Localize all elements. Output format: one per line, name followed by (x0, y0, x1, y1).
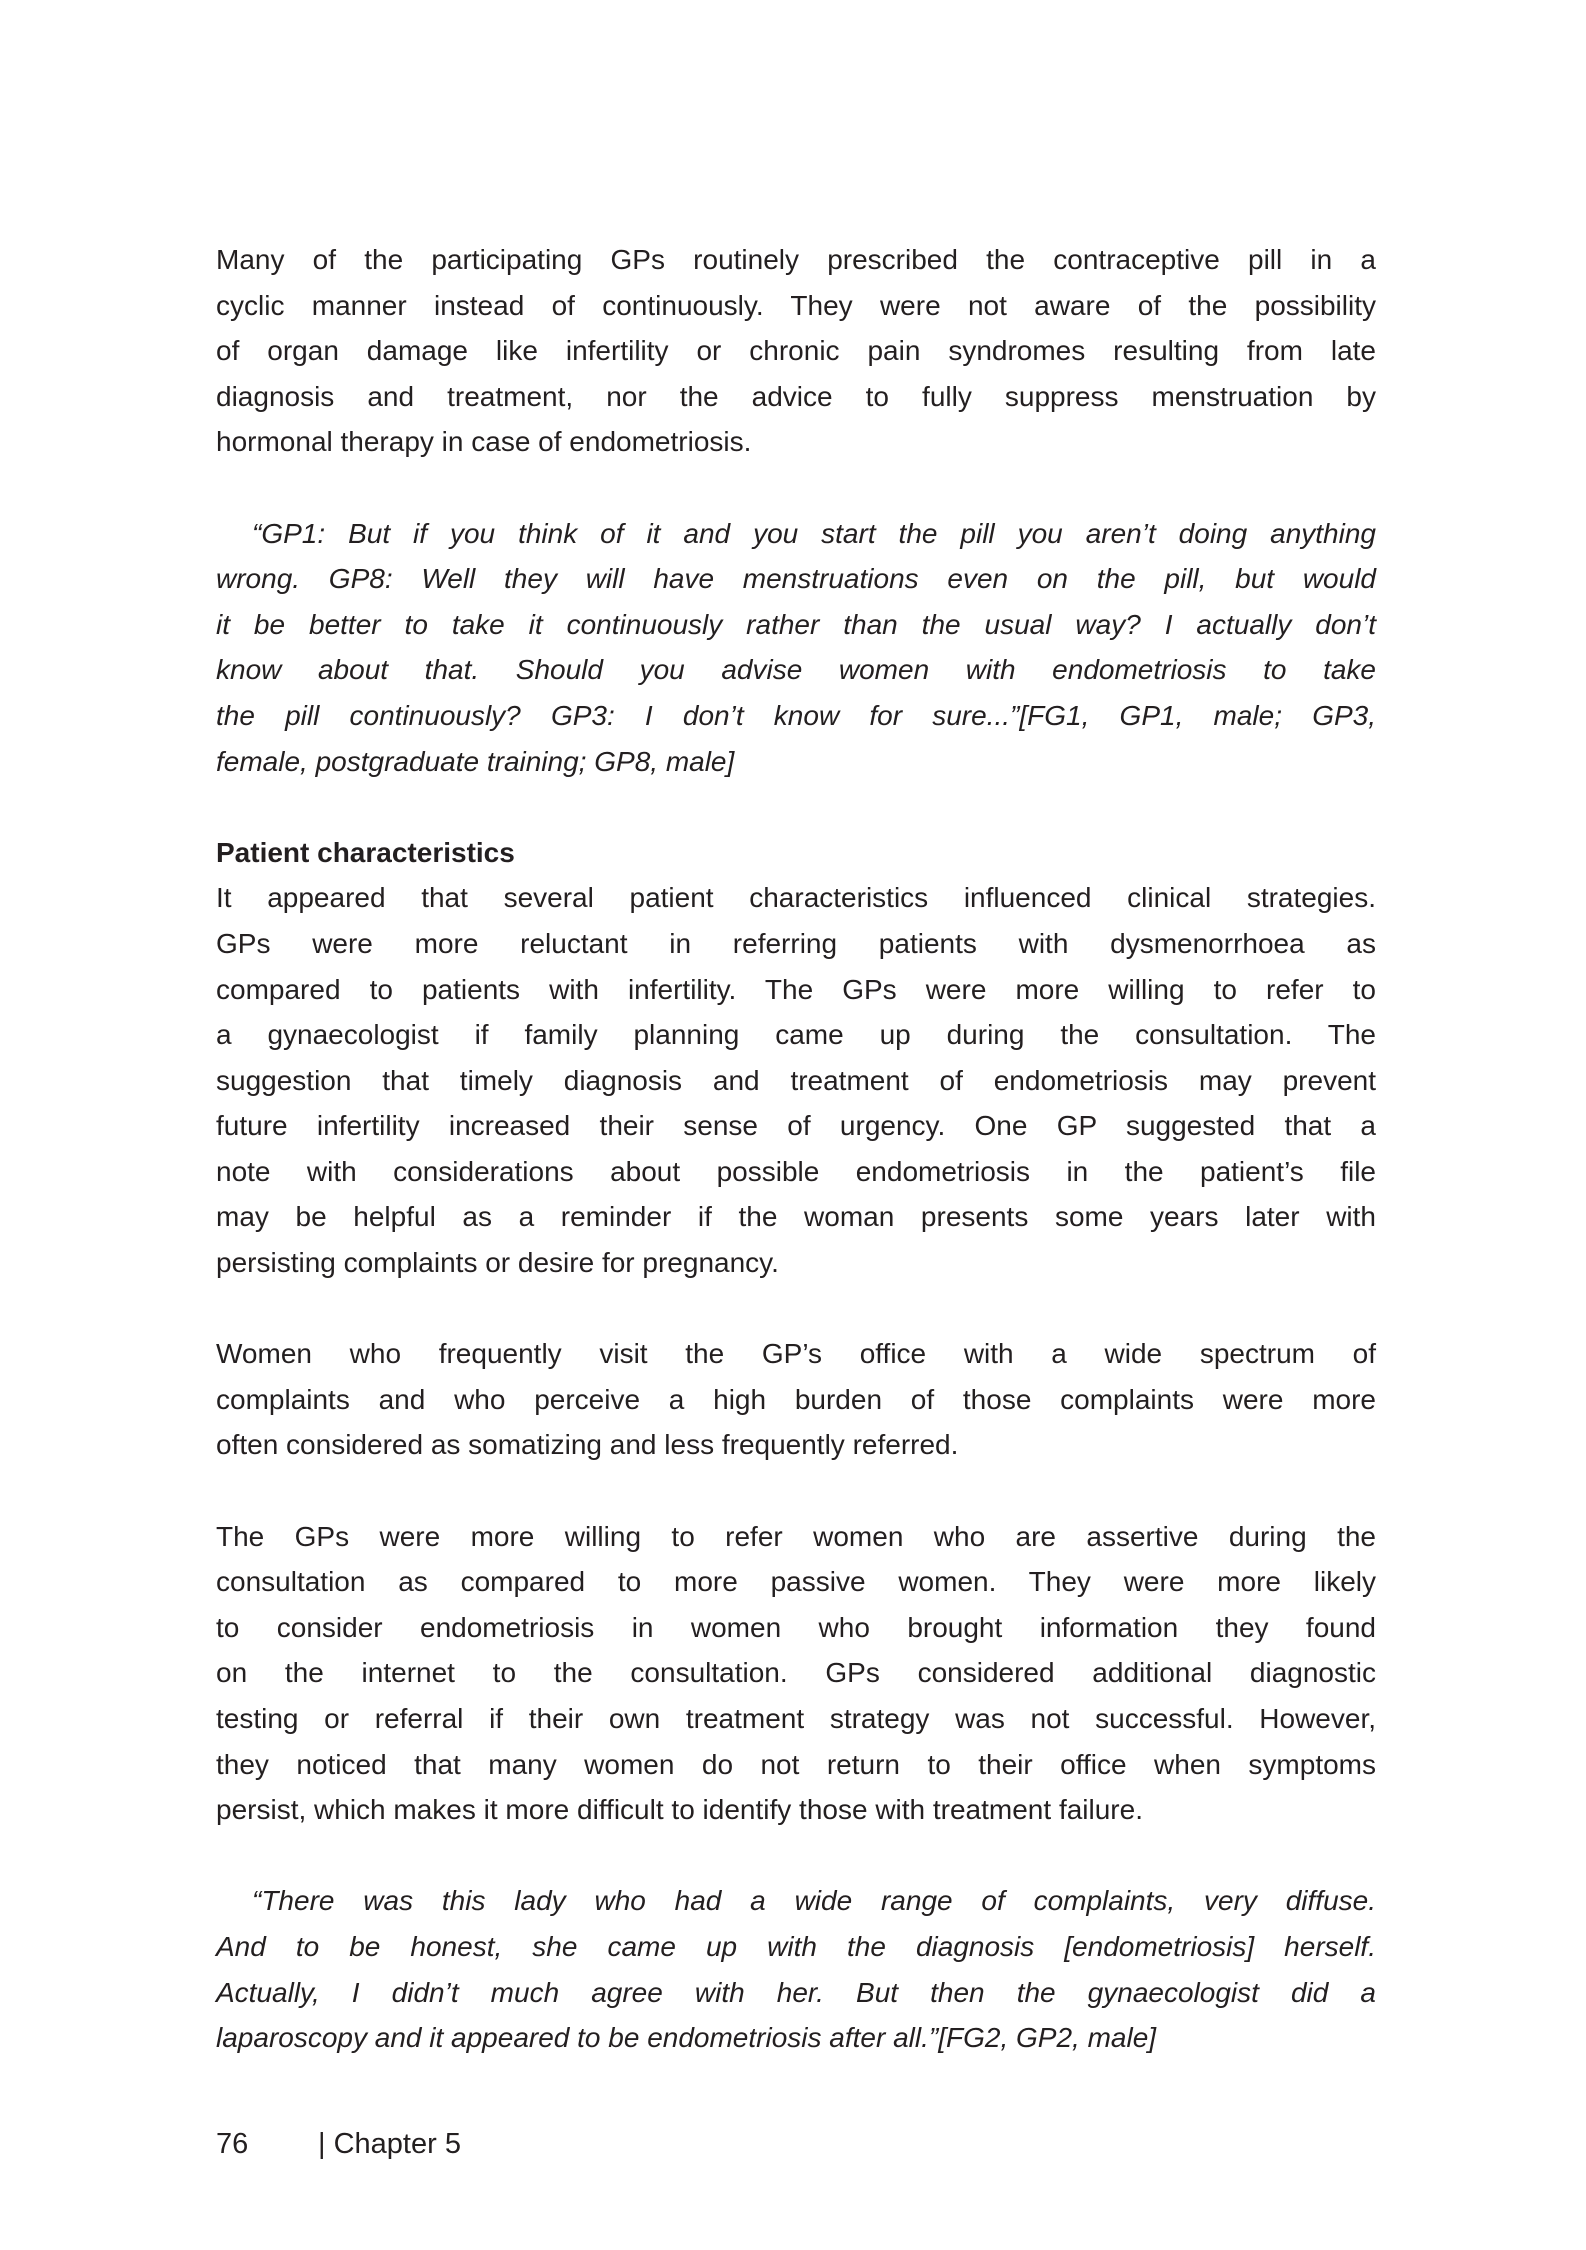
text-line: Actually, I didn’t much agree with her. But then the gynaecologist did a (216, 1976, 1376, 2008)
quote-gp-focus-group-2 (216, 1878, 1376, 2060)
text-line: note with considerations about possible endometriosis in the patient’s file (216, 1155, 1376, 1187)
text-line: testing or referral if their own treatment strategy was not successful. However, (216, 1703, 1376, 1734)
text-line: future infertility increased their sense of urgency. One GP suggested that a (216, 1110, 1376, 1142)
text-line: a gynaecologist if family planning came up during the consultation. The (216, 1019, 1376, 1051)
text-line: often considered as somatizing and less frequently referred. (216, 1429, 959, 1461)
text-line: wrong. GP8: Well they will have menstruations even on the pill, but would (216, 563, 1376, 595)
quote-gp-focus-group-1 (216, 511, 1376, 785)
paragraph-cyclic-pill (216, 237, 1376, 465)
chapter-label: | Chapter 5 (318, 2128, 461, 2160)
text-line: hormonal therapy in case of endometriosis. (216, 426, 752, 458)
text-line: it be better to take it continuously rather than the usual way? I actually don’t (216, 608, 1376, 640)
text-line: complaints and who perceive a high burden of those complaints were more (216, 1383, 1376, 1415)
text-line: they noticed that many women do not return to their office when symptoms (216, 1748, 1376, 1780)
text-line: diagnosis and treatment, nor the advice to fully suppress menstruation by (216, 380, 1376, 412)
text-line: on the internet to the consultation. GPs considered additional diagnostic (216, 1657, 1376, 1689)
text-line: compared to patients with infertility. The GPs were more willing to refer to (216, 973, 1376, 1005)
page-body (216, 237, 1376, 2061)
text-line: the pill continuously? GP3: I don’t know for sure...”[FG1, GP1, male; GP3, (216, 699, 1376, 731)
text-line: “There was this lady who had a wide range of complaints, very diffuse. (252, 1885, 1376, 1917)
text-line: GPs were more reluctant in referring patients with dysmenorrhoea as (216, 927, 1376, 959)
section-heading: Patient characteristics (216, 836, 515, 868)
text-line: “GP1: But if you think of it and you start the pill you aren’t doing anything (252, 517, 1376, 549)
paragraph-frequent-visitors (216, 1331, 1376, 1468)
paragraph-patient-characteristics (216, 875, 1376, 1285)
text-line: may be helpful as a reminder if the woman presents some years later with (216, 1201, 1376, 1233)
text-line: consultation as compared to more passive women. They were more likely (216, 1566, 1376, 1598)
text-line: Women who frequently visit the GP’s office with a wide spectrum of (216, 1338, 1376, 1370)
text-line: The GPs were more willing to refer women who are assertive during the (216, 1520, 1376, 1552)
text-line: And to be honest, she came up with the diagnosis [endometriosis] herself. (216, 1930, 1376, 1962)
text-line: It appeared that several patient characteristics influenced clinical strategies. (216, 882, 1376, 914)
text-line: of organ damage like infertility or chronic pain syndromes resulting from late (216, 335, 1376, 367)
text-line: persisting complaints or desire for pregnancy. (216, 1247, 779, 1279)
text-line: know about that. Should you advise women with endometriosis to take (216, 654, 1376, 686)
text-line: female, postgraduate training; GP8, male] (216, 745, 735, 777)
page-number: 76 (216, 2128, 249, 2160)
text-line: cyclic manner instead of continuously. They were not aware of the possibility (216, 289, 1376, 321)
text-line: persist, which makes it more difficult to identify those with treatment failure. (216, 1794, 1143, 1826)
text-line: suggestion that timely diagnosis and treatment of endometriosis may prevent (216, 1064, 1376, 1096)
text-line: to consider endometriosis in women who brought information they found (216, 1611, 1376, 1643)
text-line: Many of the participating GPs routinely prescribed the contraceptive pill in a (216, 244, 1376, 275)
text-line: laparoscopy and it appeared to be endometriosis after all.”[FG2, GP2, male] (216, 2022, 1157, 2054)
paragraph-assertive-women (216, 1514, 1376, 1833)
